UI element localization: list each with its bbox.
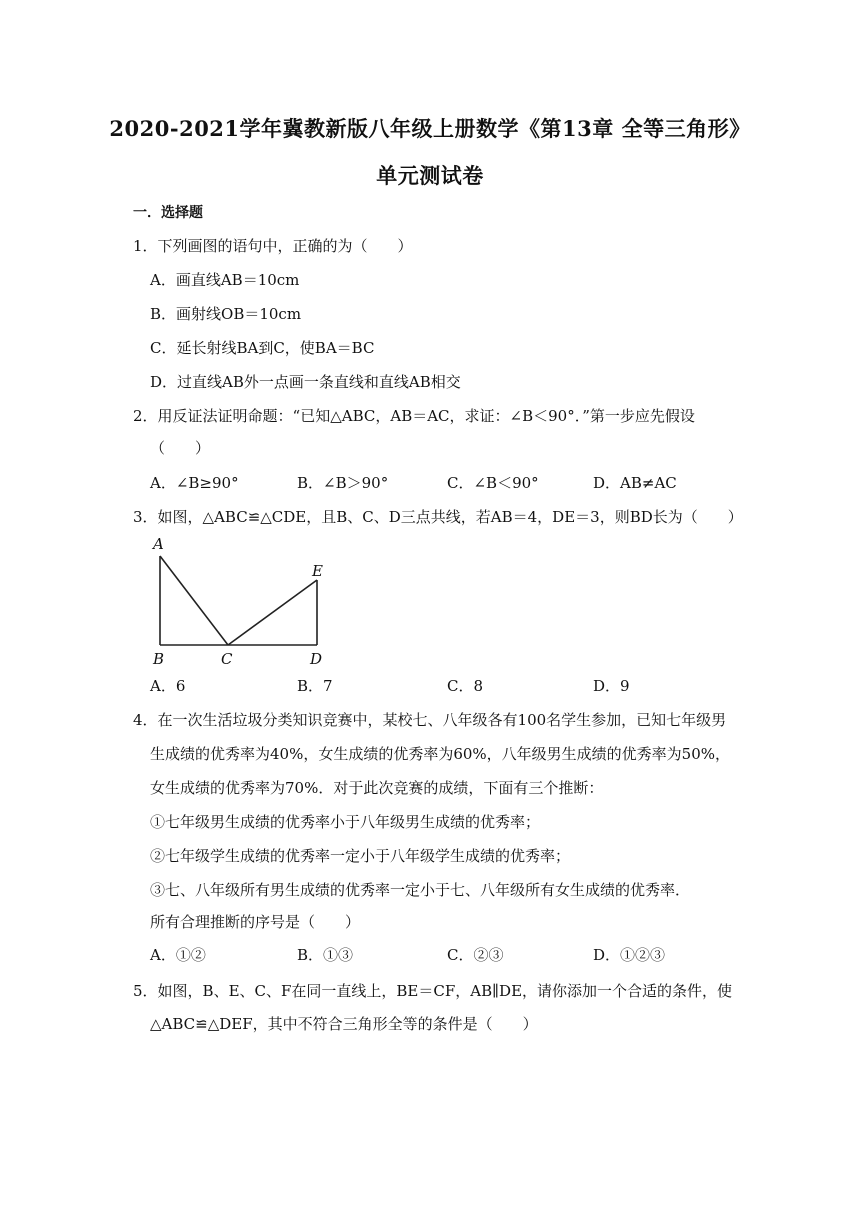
question-2-option-d: D．AB≠AC [593, 474, 677, 492]
label-b: B [153, 650, 165, 668]
title-line-1: 2020-2021学年冀教新版八年级上册数学《第13章 全等三角形》 [109, 116, 751, 141]
label-e: E [312, 562, 323, 580]
question-4-prompt: 所有合理推断的序号是（ ） [150, 913, 361, 931]
question-5-stem-line-1: 5．如图，B、E、C、F在同一直线上，BE＝CF，AB∥DE，请你添加一个合适的条件，使 [133, 982, 733, 1000]
question-2-option-b: B．∠B＞90° [297, 474, 389, 492]
question-4-line-2: 生成绩的优秀率为40%，女生成绩的优秀率为60%，八年级男生成绩的优秀率为50%， [150, 745, 731, 763]
segment-ce [228, 580, 317, 645]
question-4-options [150, 945, 750, 965]
question-1-stem: 1．下列画图的语句中，正确的为（ ） [133, 237, 413, 255]
question-4-inference-1: ①七年级男生成绩的优秀率小于八年级男生成绩的优秀率； [150, 813, 541, 831]
question-4-inference-3: ③七、八年级所有男生成绩的优秀率一定小于七、八年级所有女生成绩的优秀率． [150, 881, 691, 899]
question-2-stem-line-2: （ ） [150, 439, 211, 457]
question-4-option-a: A．①② [150, 946, 206, 964]
question-3-options [150, 676, 750, 696]
question-2-options [150, 473, 750, 493]
segment-ac [160, 556, 228, 645]
question-1-option-d: D．过直线AB外一点画一条直线和直线AB相交 [150, 373, 461, 391]
question-4-option-b: B．①③ [297, 946, 354, 964]
question-4-line-3: 女生成绩的优秀率为70%．对于此次竞赛的成绩，下面有三个推断： [150, 779, 604, 797]
section-heading: 一．选择题 [133, 205, 203, 221]
question-4-option-c: C．②③ [447, 946, 504, 964]
question-3-option-a: A．6 [150, 677, 186, 695]
question-3-option-c: C．8 [447, 677, 484, 695]
question-3-figure [140, 532, 340, 670]
label-c: C [221, 650, 233, 668]
label-a: A [153, 535, 164, 553]
question-4-inference-2: ②七年级学生成绩的优秀率一定小于八年级学生成绩的优秀率； [150, 847, 571, 865]
question-4-line-1: 4．在一次生活垃圾分类知识竞赛中，某校七、八年级各有100名学生参加，已知七年级男 [133, 711, 727, 729]
question-5-stem-line-2: △ABC≌△DEF，其中不符合三角形全等的条件是（ ） [150, 1015, 538, 1033]
question-3-option-b: B．7 [297, 677, 333, 695]
title-line-2: 单元测试卷 [376, 163, 484, 188]
question-2-option-a: A．∠B≥90° [150, 474, 239, 492]
question-3-option-d: D．9 [593, 677, 630, 695]
question-2-stem-line-1: 2．用反证法证明命题：“已知△ABC，AB＝AC，求证：∠B＜90°．”第一步应先假设 [133, 407, 695, 425]
question-1-option-a: A．画直线AB＝10cm [150, 271, 300, 289]
question-3-stem: 3．如图，△ABC≌△CDE，且B、C、D三点共线，若AB＝4，DE＝3，则BD长为（ ） [133, 508, 743, 526]
question-1-option-c: C．延长射线BA到C，使BA＝BC [150, 339, 375, 357]
question-1-option-b: B．画射线OB＝10cm [150, 305, 302, 323]
question-4-option-d: D．①②③ [593, 946, 666, 964]
label-d: D [310, 650, 323, 668]
question-2-option-c: C．∠B＜90° [447, 474, 539, 492]
